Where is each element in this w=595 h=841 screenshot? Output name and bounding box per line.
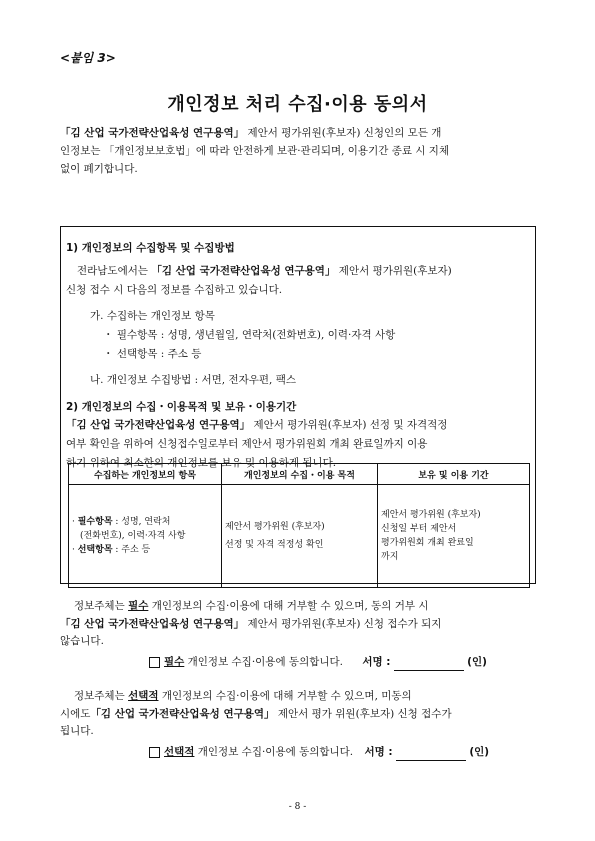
required-consent-text2: 개인정보의 수집·이용에 대해 거부할 수 있으며, 동의 거부 시 <box>148 600 429 612</box>
optional-seal: (인) <box>469 746 490 758</box>
table-header: 개인정보의 수집・이용 목적 <box>222 464 378 485</box>
period-line1: 제안서 평가위원 (후보자) <box>381 510 481 520</box>
optional-items: ・ 선택항목 : 주소 등 <box>103 348 202 360</box>
optional-consent-line1 <box>74 688 412 705</box>
required-sign-label: 서명 : <box>362 656 391 668</box>
optional-check-row <box>149 744 541 761</box>
section2-para-line2: 여부 확인을 위하여 신청접수일로부터 제안서 평가위원회 개최 완료일까지 이용 <box>66 438 428 450</box>
optional-check-label: 개인정보 수집·이용에 동의합니다. <box>194 746 354 758</box>
document-title: 개인정보 처리 수집·이용 동의서 <box>167 94 428 115</box>
required-check-keyword: 필수 <box>164 656 185 668</box>
annex-label: <붙임 3> <box>60 51 116 65</box>
item-ga: 가. 수집하는 개인정보 항목 <box>90 310 215 322</box>
required-keyword: 필수 <box>128 600 149 612</box>
required-seal: (인) <box>467 656 487 668</box>
optional-consent-line2 <box>60 706 542 723</box>
required-items: ・ 필수항목 : 성명, 생년월일, 연락처(전화번호), 이력·자격 사항 <box>103 329 396 341</box>
optional-consent-text4: 제안서 평가 위원(후보자) 신청 접수가 <box>274 708 452 720</box>
table-cell-items: · 필수항목 : 성명, 연락처 (전화번호), 이력·자격 사항 · 선택항목 : 주소 등 <box>69 485 222 588</box>
optional-label: 선택항목 <box>77 545 113 555</box>
purpose-line2: 선정 및 자격 적정성 확인 <box>225 540 324 550</box>
required-consent-line2 <box>60 616 542 633</box>
section1-para-rest: 제안서 평가위원(후보자) <box>335 265 452 277</box>
optional-check-keyword: 선택적 <box>164 746 195 758</box>
intro-paragraph <box>60 124 542 178</box>
intro-line-1: 제안서 평가위원(후보자) 신청인의 모든 개 <box>244 127 442 139</box>
table-header: 수집하는 개인정보의 항목 <box>69 464 222 485</box>
purpose-line1: 제안서 평가위원 (후보자) <box>225 522 325 532</box>
section2-para-rest: 제안서 평가위원(후보자) 선정 및 자격적정 <box>250 419 448 431</box>
section1-para-line2: 신청 접수 시 다음의 정보를 수집하고 있습니다. <box>66 284 283 296</box>
optional-project-name: 「김 산업 국가전략산업육성 연구용역」 <box>90 708 275 720</box>
required-line2: (전화번호), 이력·자격 사항 <box>80 531 186 541</box>
section2-project-name: 「김 산업 국가전략산업육성 연구용역」 <box>66 419 251 431</box>
section1-para <box>77 262 532 281</box>
item-na: 나. 개인정보 수집방법 : 서면, 전자우편, 팩스 <box>90 374 297 386</box>
required-consent-line1 <box>74 598 429 615</box>
section2-heading: 2) 개인정보의 수집・이용목적 및 보유・이용기간 <box>66 401 297 413</box>
required-consent-line3: 않습니다. <box>60 635 104 647</box>
table-header: 보유 및 이용 기간 <box>378 464 530 485</box>
table-cell-purpose <box>222 485 378 588</box>
optional-rest: : 주소 등 <box>112 545 151 555</box>
optional-consent-line3: 됩니다. <box>60 725 94 737</box>
required-signature-field[interactable] <box>394 658 464 671</box>
section1-project-name: 「김 산업 국가전략산업육성 연구용역」 <box>151 265 336 277</box>
project-name: 「김 산업 국가전략산업육성 연구용역」 <box>60 127 245 139</box>
table-row <box>69 485 530 588</box>
required-consent-text3: 제안서 평가위원(후보자) 신청 접수가 되지 <box>244 618 442 630</box>
section2-para-line1 <box>66 416 534 435</box>
optional-consent-text2: 개인정보의 수집·이용에 대해 거부할 수 있으며, 미동의 <box>158 690 412 702</box>
section2-para-line3: 하기 위하여 최소한의 개인정보를 보유 및 이용하게 됩니다. <box>66 457 337 469</box>
info-table <box>68 463 530 588</box>
required-label: 필수항목 <box>77 517 113 527</box>
section1-heading: 1) 개인정보의 수집항목 및 수집방법 <box>66 242 235 254</box>
required-consent-checkbox[interactable] <box>149 657 160 668</box>
table-cell-period <box>378 485 530 588</box>
required-rest: : 성명, 연락처 <box>112 517 171 527</box>
intro-line-2: 인정보는 「개인정보보호법」에 따라 안전하게 보관·관리되며, 이용기간 종료 시 지체 <box>60 145 450 157</box>
optional-keyword: 선택적 <box>128 690 159 702</box>
intro-line-3: 없이 폐기합니다. <box>60 163 138 175</box>
period-line2: 신청일 부터 제안서 <box>381 524 457 534</box>
required-check-row <box>149 654 541 671</box>
optional-signature-field[interactable] <box>396 748 466 761</box>
required-consent-text: 정보주체는 <box>74 600 129 612</box>
period-line4: 까지 <box>381 552 399 562</box>
table-header-row <box>69 464 530 485</box>
optional-consent-text: 정보주체는 <box>74 690 129 702</box>
page-number: - 8 - <box>288 802 307 812</box>
section1-para-start: 전라남도에서는 <box>77 265 152 277</box>
optional-sign-label: 서명 : <box>364 746 393 758</box>
optional-consent-checkbox[interactable] <box>149 747 160 758</box>
required-check-label: 개인정보 수집·이용에 동의합니다. <box>184 656 343 668</box>
optional-consent-text3: 시에도 <box>60 708 91 720</box>
period-line3: 평가위원회 개최 완료일 <box>381 538 474 548</box>
required-project-name: 「김 산업 국가전략산업육성 연구용역」 <box>60 618 245 630</box>
